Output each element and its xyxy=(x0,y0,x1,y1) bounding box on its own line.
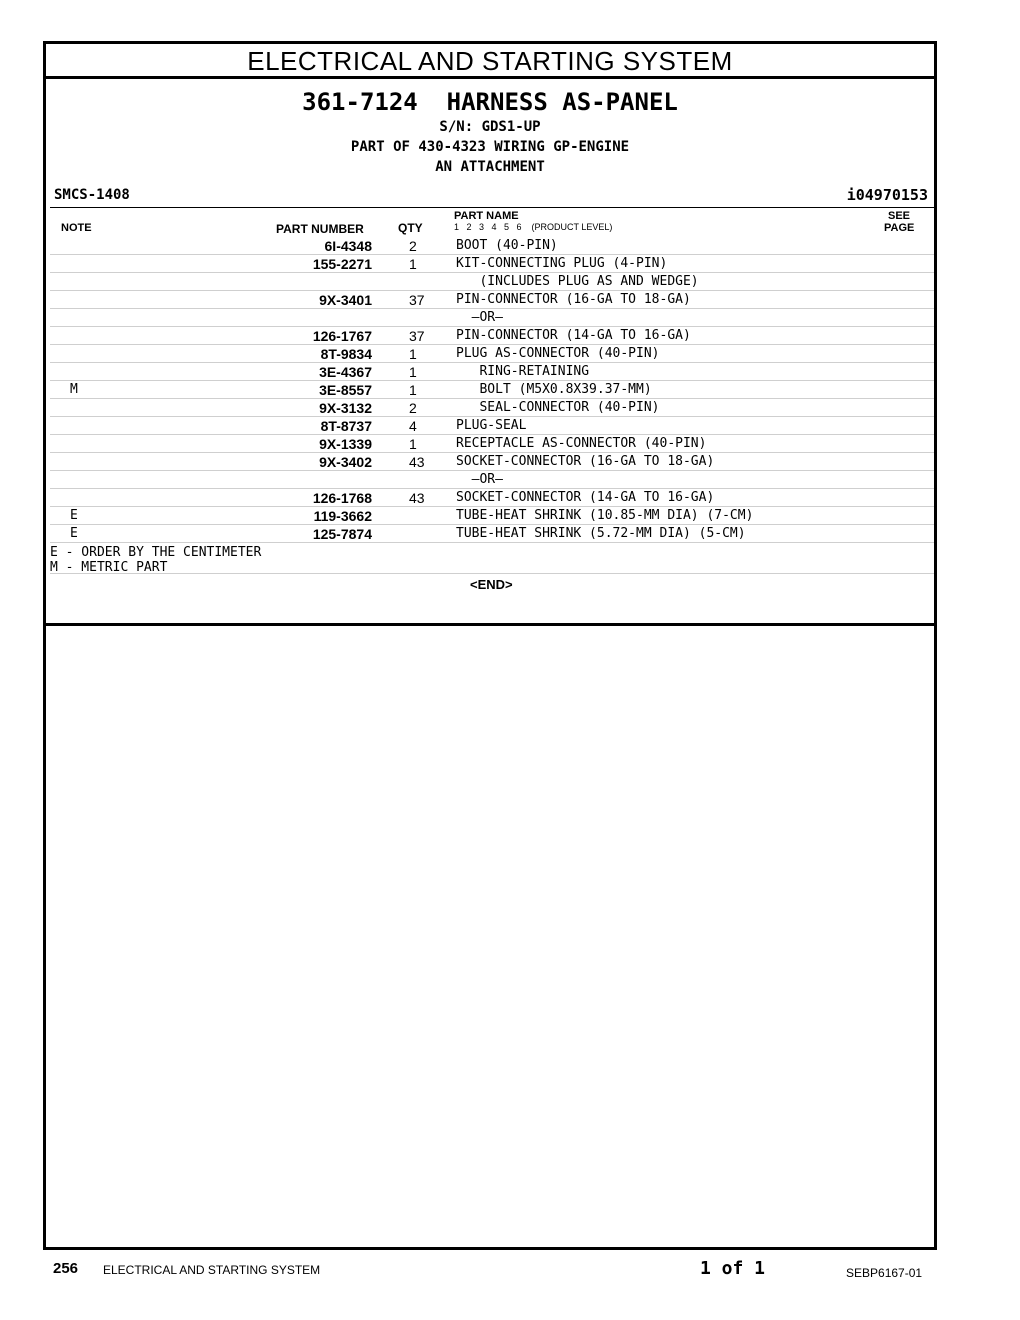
smcs-code: SMCS-1408 xyxy=(54,187,130,203)
part-number-cell: 8T-9834 xyxy=(320,346,372,362)
part-number-cell: 9X-3401 xyxy=(319,292,372,308)
qty-cell: 4 xyxy=(409,418,417,434)
note-cell: M xyxy=(70,382,78,397)
part-number-cell: 3E-4367 xyxy=(319,364,372,380)
column-page: PAGE xyxy=(884,222,915,234)
qty-cell: 37 xyxy=(409,292,425,308)
legend-divider xyxy=(50,556,934,574)
page-frame xyxy=(43,41,937,1250)
qty-cell: 2 xyxy=(409,400,417,416)
table-row xyxy=(50,470,934,489)
table-row xyxy=(50,524,934,543)
part-of-text: PART OF 430-4323 WIRING GP-ENGINE xyxy=(350,139,630,155)
note-cell: E xyxy=(70,526,78,541)
qty-cell: 43 xyxy=(409,454,425,470)
table-row xyxy=(50,326,934,345)
part-number-cell: 6I-4348 xyxy=(324,238,372,254)
page-title: ELECTRICAL AND STARTING SYSTEM xyxy=(46,44,934,79)
part-name-cell: RING-RETAINING xyxy=(456,364,590,379)
qty-cell: 2 xyxy=(409,238,417,254)
table-row xyxy=(50,416,934,435)
part-name-cell: —OR— xyxy=(456,310,503,325)
part-name-cell: SOCKET-CONNECTOR (14-GA TO 16-GA) xyxy=(456,490,715,505)
table-row xyxy=(50,434,934,453)
serial-range: S/N: GDS1-UP xyxy=(439,119,541,135)
column-note: NOTE xyxy=(61,222,92,234)
part-number-cell: 126-1767 xyxy=(312,328,372,344)
qty-cell: 1 xyxy=(409,346,417,362)
table-row xyxy=(50,452,934,471)
part-name-cell: PLUG-SEAL xyxy=(456,418,527,433)
part-number-cell: 8T-8737 xyxy=(320,418,372,434)
note-cell: E xyxy=(70,508,78,523)
attachment-text: AN ATTACHMENT xyxy=(435,159,545,175)
qty-cell: 1 xyxy=(409,436,417,452)
column-product-level: 1 2 3 4 5 6 (PRODUCT LEVEL) xyxy=(454,222,613,232)
table-row xyxy=(50,380,934,399)
table-row xyxy=(50,506,934,525)
part-name-cell: TUBE-HEAT SHRINK (5.72-MM DIA) (5-CM) xyxy=(456,526,746,541)
section-divider xyxy=(46,623,934,626)
qty-cell: 37 xyxy=(409,328,425,344)
part-name-cell: TUBE-HEAT SHRINK (10.85-MM DIA) (7-CM) xyxy=(456,508,754,523)
table-row xyxy=(50,254,934,273)
end-marker: <END> xyxy=(470,577,513,592)
footer-page-of: 1 of 1 xyxy=(700,1258,766,1279)
footer-page-number: 256 xyxy=(53,1260,79,1277)
part-number-cell: 119-3662 xyxy=(313,508,372,524)
part-number-cell: 126-1768 xyxy=(312,490,372,506)
table-row xyxy=(50,308,934,327)
part-name-cell: PIN-CONNECTOR (16-GA TO 18-GA) xyxy=(456,292,691,307)
table-row xyxy=(50,290,934,309)
part-name-cell: KIT-CONNECTING PLUG (4-PIN) xyxy=(456,256,668,271)
column-part-number: PART NUMBER xyxy=(276,222,364,236)
column-qty: QTY xyxy=(398,221,423,235)
table-row xyxy=(50,398,934,417)
part-name-cell: SEAL-CONNECTOR (40-PIN) xyxy=(456,400,660,415)
part-number-cell: 155-2271 xyxy=(312,256,372,272)
header-divider xyxy=(50,207,934,208)
part-name-cell: (INCLUDES PLUG AS AND WEDGE) xyxy=(456,274,699,289)
table-row xyxy=(50,344,934,363)
part-name-cell: PLUG AS-CONNECTOR (40-PIN) xyxy=(456,346,660,361)
illustration-id: i04970153 xyxy=(846,186,928,204)
qty-cell: 1 xyxy=(409,256,417,272)
footer-doc-id: SEBP6167-01 xyxy=(846,1266,923,1280)
table-row xyxy=(50,272,934,291)
table-row xyxy=(50,362,934,381)
part-name-cell: PIN-CONNECTOR (14-GA TO 16-GA) xyxy=(456,328,691,343)
part-number-cell: 9X-3402 xyxy=(319,454,372,470)
qty-cell: 43 xyxy=(409,490,425,506)
legend-e: E - ORDER BY THE CENTIMETER xyxy=(50,545,262,560)
table-row xyxy=(50,488,934,507)
column-part-name: PART NAME xyxy=(454,210,519,222)
part-name-cell: RECEPTACLE AS-CONNECTOR (40-PIN) xyxy=(456,436,707,451)
qty-cell: 1 xyxy=(409,364,417,380)
column-see: SEE xyxy=(888,210,911,222)
part-name-cell: BOOT (40-PIN) xyxy=(456,238,558,253)
part-title: 361-7124 HARNESS AS-PANEL xyxy=(302,88,678,116)
footer-section: ELECTRICAL AND STARTING SYSTEM xyxy=(103,1263,321,1277)
part-name-cell: —OR— xyxy=(456,472,503,487)
part-number-cell: 9X-3132 xyxy=(319,400,372,416)
table-row xyxy=(50,236,934,255)
part-number-cell: 125-7874 xyxy=(312,526,372,542)
part-name-cell: SOCKET-CONNECTOR (16-GA TO 18-GA) xyxy=(456,454,715,469)
part-number-cell: 3E-8557 xyxy=(319,382,372,398)
part-name-cell: BOLT (M5X0.8X39.37-MM) xyxy=(456,382,652,397)
qty-cell: 1 xyxy=(409,382,417,398)
part-number-cell: 9X-1339 xyxy=(319,436,372,452)
legend-m: M - METRIC PART xyxy=(50,560,168,575)
